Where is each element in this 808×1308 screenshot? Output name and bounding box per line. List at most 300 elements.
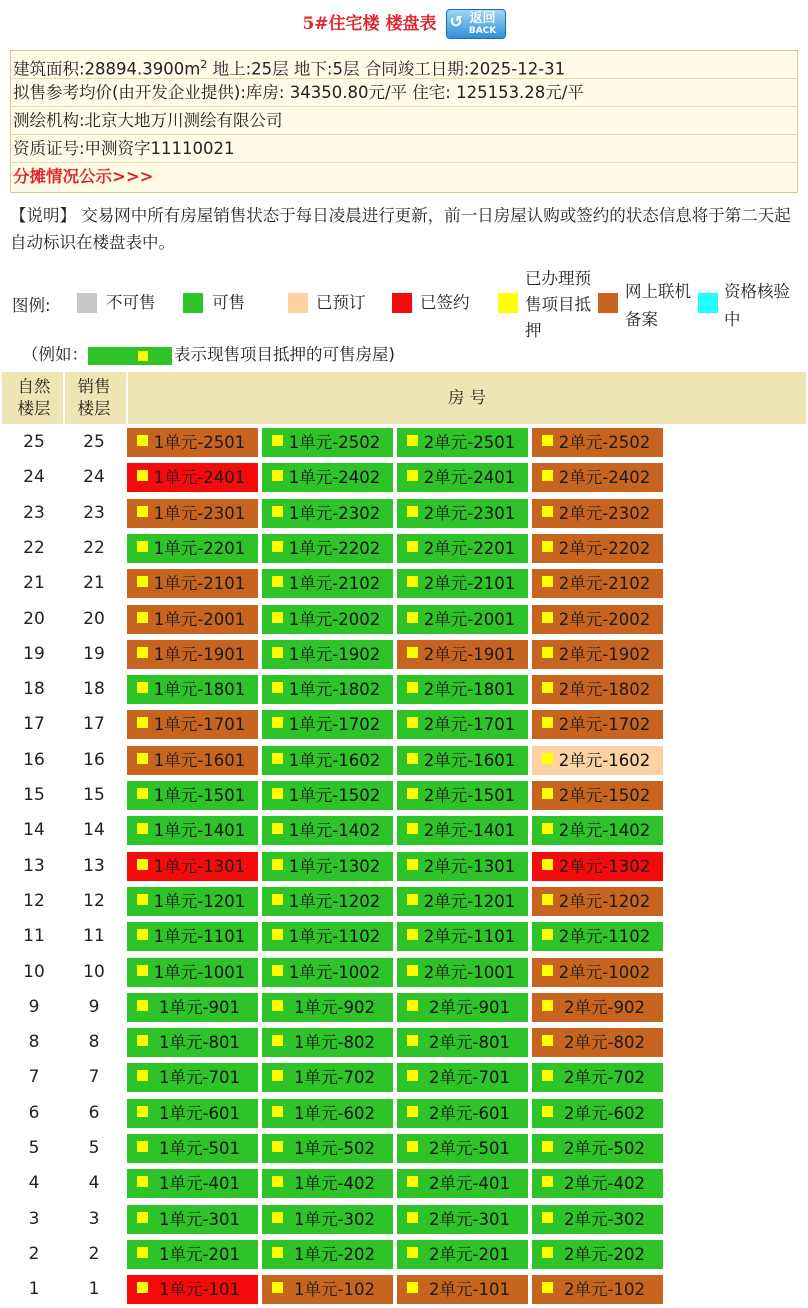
unit-number: 1单元-1401	[153, 821, 246, 841]
unit-cell[interactable]	[532, 1205, 663, 1234]
sale-floor-cell: 20	[83, 608, 105, 629]
mortgage-marker-icon	[542, 435, 553, 446]
mortgage-marker-icon	[137, 859, 148, 870]
mortgage-marker-icon	[272, 859, 283, 870]
unit-cell[interactable]	[397, 1240, 528, 1269]
unit-number: 1单元-2401	[153, 468, 246, 488]
mortgage-marker-icon	[272, 1106, 283, 1117]
mortgage-marker-icon	[137, 470, 148, 481]
sale-floor-cell: 17	[83, 714, 105, 735]
table-row	[2, 1026, 806, 1058]
unit-cell[interactable]	[262, 1134, 393, 1163]
unit-number: 2单元-401	[429, 1174, 510, 1194]
mortgage-marker-icon	[542, 1212, 553, 1223]
unit-cell[interactable]	[397, 958, 528, 987]
legend-text-reserved: 已预订	[316, 293, 366, 312]
unit-cell[interactable]	[532, 852, 663, 881]
unit-cell[interactable]	[262, 1099, 393, 1128]
unit-cell[interactable]	[397, 993, 528, 1022]
unit-cell[interactable]	[397, 1134, 528, 1163]
mortgage-marker-icon	[542, 1035, 553, 1046]
unit-cell[interactable]	[127, 922, 258, 951]
mortgage-marker-icon	[137, 1176, 148, 1187]
unit-cell[interactable]	[532, 958, 663, 987]
legend-text-verifying-l1: 资格核验	[724, 282, 790, 301]
sale-floor-cell: 10	[83, 961, 105, 982]
sale-floor-cell: 2	[88, 1243, 100, 1264]
unit-number: 1单元-1202	[288, 891, 381, 911]
unit-cell[interactable]	[262, 1169, 393, 1198]
mortgage-marker-icon	[272, 541, 283, 552]
unit-cell[interactable]	[532, 993, 663, 1022]
unit-cell[interactable]	[532, 569, 663, 598]
unit-cell[interactable]	[532, 1028, 663, 1057]
col-natural-floor	[5, 376, 63, 420]
mortgage-marker-icon	[137, 435, 148, 446]
unit-number: 1单元-1601	[153, 750, 246, 770]
unit-cell[interactable]	[397, 746, 528, 775]
unit-number: 1单元-502	[294, 1139, 375, 1158]
unit-cell[interactable]	[532, 675, 663, 704]
example-mortgage-marker	[138, 351, 148, 361]
legend-text-online-filed-l1: 网上联机	[625, 282, 691, 301]
unit-cell[interactable]	[262, 605, 393, 634]
sale-floor-cell: 25	[83, 432, 105, 452]
unit-number: 1单元-102	[294, 1280, 375, 1300]
table-row	[2, 1097, 806, 1129]
unit-cell[interactable]	[127, 675, 258, 704]
mortgage-marker-icon	[407, 576, 418, 587]
sale-floor-cell: 15	[83, 785, 105, 805]
info-cert-row: 资质证号:甲测资字11110021	[11, 135, 797, 163]
mortgage-marker-icon	[272, 1141, 283, 1152]
unit-number: 2单元-1901	[423, 644, 516, 664]
unit-cell[interactable]	[397, 922, 528, 951]
mortgage-marker-icon	[137, 823, 148, 834]
unit-number: 2单元-2301	[423, 503, 516, 523]
unit-cell[interactable]	[262, 958, 393, 987]
mortgage-marker-icon	[407, 470, 418, 481]
mortgage-marker-icon	[407, 929, 418, 940]
unit-number: 1单元-1402	[288, 821, 381, 841]
unit-cell[interactable]	[262, 1028, 393, 1057]
unit-number: 2单元-801	[429, 1033, 510, 1053]
unit-cell[interactable]	[397, 1169, 528, 1198]
unit-number: 1单元-1301	[153, 856, 246, 876]
mortgage-marker-icon	[542, 470, 553, 481]
mortgage-marker-icon	[407, 894, 418, 905]
info-survey-org-row: 测绘机构:北京大地万川测绘有限公司	[11, 107, 797, 135]
unit-cell[interactable]	[127, 781, 258, 810]
unit-cell[interactable]	[532, 1169, 663, 1198]
unit-cell[interactable]	[127, 852, 258, 881]
mortgage-marker-icon	[542, 612, 553, 623]
unit-number: 2单元-202	[564, 1244, 645, 1264]
unit-cell[interactable]	[532, 1240, 663, 1269]
unit-number: 2单元-1202	[558, 891, 651, 911]
unit-number: 2单元-2502	[558, 433, 651, 452]
table-row	[2, 603, 806, 635]
mortgage-marker-icon	[272, 1035, 283, 1046]
table-row	[2, 1061, 806, 1093]
unit-number: 1单元-2102	[288, 574, 381, 594]
unit-number: 1单元-2502	[288, 433, 381, 452]
unit-cell[interactable]	[532, 534, 663, 563]
unit-table	[2, 372, 806, 1300]
natural-floor-cell: 20	[23, 608, 45, 629]
info-price-row: 拟售参考均价(由开发企业提供):库房: 34350.80元/平 住宅: 125153.28元/平	[11, 79, 797, 107]
unit-cell[interactable]	[532, 499, 663, 528]
unit-cell[interactable]	[397, 428, 528, 457]
unit-cell[interactable]	[262, 640, 393, 669]
unit-number: 2单元-1601	[423, 750, 516, 770]
unit-number: 1单元-2101	[153, 574, 246, 594]
unit-number: 1单元-1101	[153, 927, 246, 947]
natural-floor-cell: 22	[23, 537, 45, 558]
unit-cell[interactable]	[532, 922, 663, 951]
unit-cell[interactable]	[262, 1275, 393, 1304]
unit-number: 2单元-502	[564, 1139, 645, 1158]
unit-cell[interactable]	[127, 1169, 258, 1198]
mortgage-marker-icon	[137, 1000, 148, 1011]
unit-cell[interactable]	[532, 1275, 663, 1304]
mortgage-marker-icon	[542, 929, 553, 940]
unit-number: 2单元-602	[564, 1103, 645, 1123]
unit-cell[interactable]	[397, 534, 528, 563]
legend-text-online-filed-l2: 备案	[625, 310, 658, 329]
unit-cell[interactable]	[262, 993, 393, 1022]
mortgage-marker-icon	[137, 1247, 148, 1258]
mortgage-marker-icon	[542, 788, 553, 799]
unit-number: 2单元-2401	[423, 468, 516, 488]
unit-cell[interactable]	[127, 1240, 258, 1269]
mortgage-marker-icon	[272, 506, 283, 517]
unit-cell[interactable]	[127, 710, 258, 739]
mortgage-marker-icon	[407, 612, 418, 623]
unit-number: 1单元-602	[294, 1103, 375, 1123]
unit-number: 1单元-2302	[288, 503, 381, 523]
unit-number: 1单元-2002	[288, 609, 381, 629]
unit-cell[interactable]	[262, 852, 393, 881]
unit-cell[interactable]	[127, 1063, 258, 1092]
unit-number: 2单元-1001	[423, 962, 516, 982]
unit-cell[interactable]	[127, 605, 258, 634]
unit-cell[interactable]	[127, 958, 258, 987]
legend-swatch-reserved	[288, 293, 308, 313]
mortgage-marker-icon	[407, 859, 418, 870]
unit-cell[interactable]	[532, 710, 663, 739]
natural-floor-cell: 8	[28, 1032, 40, 1053]
unit-number: 2单元-201	[429, 1244, 510, 1264]
mortgage-marker-icon	[272, 1212, 283, 1223]
unit-cell[interactable]	[127, 463, 258, 492]
unit-cell[interactable]	[262, 1205, 393, 1234]
table-row	[2, 1203, 806, 1235]
table-row	[2, 991, 806, 1023]
legend-swatch-unsellable	[77, 293, 97, 313]
unit-cell[interactable]	[397, 710, 528, 739]
unit-number: 2单元-1602	[558, 750, 651, 770]
mortgage-marker-icon	[137, 717, 148, 728]
unit-number: 1单元-2501	[153, 433, 246, 452]
unit-cell[interactable]	[397, 887, 528, 916]
sale-floor-cell: 21	[83, 573, 105, 594]
unit-cell[interactable]	[262, 499, 393, 528]
unit-cell[interactable]	[127, 534, 258, 563]
unit-cell[interactable]	[127, 569, 258, 598]
mortgage-marker-icon	[137, 894, 148, 905]
mortgage-marker-icon	[542, 1000, 553, 1011]
mortgage-marker-icon	[542, 1141, 553, 1152]
sale-floor-cell: 14	[83, 820, 105, 841]
unit-number: 1单元-1501	[153, 786, 246, 805]
mortgage-marker-icon	[137, 753, 148, 764]
unit-cell[interactable]	[262, 710, 393, 739]
unit-cell[interactable]	[397, 1063, 528, 1092]
mortgage-marker-icon	[542, 859, 553, 870]
unit-number: 1单元-1502	[288, 786, 381, 805]
unit-cell[interactable]	[397, 1205, 528, 1234]
unit-number: 2单元-1002	[558, 962, 651, 982]
unit-cell[interactable]	[127, 1205, 258, 1234]
unit-cell[interactable]	[532, 463, 663, 492]
mortgage-marker-icon	[272, 1282, 283, 1293]
unit-cell[interactable]	[397, 781, 528, 810]
unit-number: 2单元-1402	[558, 821, 651, 841]
mortgage-marker-icon	[137, 929, 148, 940]
mortgage-marker-icon	[137, 788, 148, 799]
mortgage-marker-icon	[137, 1070, 148, 1081]
mortgage-marker-icon	[137, 647, 148, 658]
sale-floor-cell: 16	[83, 749, 105, 770]
unit-number: 1单元-1901	[153, 644, 246, 664]
mortgage-marker-icon	[407, 1141, 418, 1152]
unit-cell[interactable]	[262, 1063, 393, 1092]
mortgage-marker-icon	[272, 929, 283, 940]
sale-floor-cell: 12	[83, 890, 105, 911]
back-button-sub: BACK	[468, 26, 497, 36]
unit-cell[interactable]	[127, 428, 258, 457]
unit-cell[interactable]	[532, 781, 663, 810]
unit-cell[interactable]	[397, 569, 528, 598]
unit-number: 1单元-601	[159, 1103, 240, 1123]
unit-cell[interactable]	[397, 1028, 528, 1057]
sale-floor-cell: 19	[83, 643, 105, 664]
unit-cell[interactable]	[127, 993, 258, 1022]
unit-number: 2单元-1101	[423, 927, 516, 947]
legend-text-mortgaged-l3: 押	[525, 321, 542, 340]
unit-number: 2单元-1302	[558, 856, 651, 876]
unit-number: 2单元-2501	[423, 433, 516, 452]
table-row	[2, 920, 806, 952]
unit-cell[interactable]	[397, 499, 528, 528]
unit-number: 1单元-802	[294, 1033, 375, 1053]
unit-cell[interactable]	[262, 887, 393, 916]
unit-cell[interactable]	[397, 1275, 528, 1304]
unit-number: 2单元-802	[564, 1033, 645, 1053]
unit-cell[interactable]	[532, 1063, 663, 1092]
unit-cell[interactable]	[532, 640, 663, 669]
back-arrow-icon: ↺	[449, 12, 463, 31]
unit-number: 1单元-1702	[288, 715, 381, 735]
unit-cell[interactable]	[127, 746, 258, 775]
update-note: 【说明】 交易网中所有房屋销售状态于每日凌晨进行更新，前一日房屋认购或签约的状态信息将于第二天起自动标识在楼盘表中。	[10, 206, 791, 252]
mortgage-marker-icon	[137, 1141, 148, 1152]
legend-swatch-online-filed	[598, 293, 618, 313]
natural-floor-cell: 13	[23, 855, 45, 876]
unit-number: 2单元-102	[564, 1280, 645, 1300]
unit-cell[interactable]	[397, 640, 528, 669]
unit-cell[interactable]	[532, 816, 663, 845]
table-row	[2, 567, 806, 599]
unit-number: 1单元-1602	[288, 750, 381, 770]
legend-label: 图例:	[12, 296, 51, 315]
unit-number: 2单元-2001	[423, 609, 516, 629]
legend-text-sellable: 可售	[212, 293, 245, 312]
sale-floor-cell: 7	[88, 1067, 100, 1088]
unit-cell[interactable]	[397, 1099, 528, 1128]
mortgage-marker-icon	[542, 541, 553, 552]
sale-floor-cell: 18	[83, 679, 105, 700]
unit-number: 1单元-1001	[153, 962, 246, 982]
unit-cell[interactable]	[262, 675, 393, 704]
unit-cell[interactable]	[532, 428, 663, 457]
table-row	[2, 744, 806, 776]
unit-cell[interactable]	[397, 816, 528, 845]
unit-number: 1单元-1802	[288, 680, 381, 700]
sale-floor-cell: 24	[83, 467, 105, 488]
mortgage-marker-icon	[272, 1070, 283, 1081]
unit-number: 2单元-501	[429, 1139, 510, 1158]
legend-text-mortgaged-l2: 售项目抵	[525, 295, 591, 314]
unit-number: 1单元-302	[294, 1209, 375, 1229]
table-row	[2, 1273, 806, 1305]
unit-cell[interactable]	[532, 1099, 663, 1128]
legend	[10, 262, 805, 340]
unit-number: 1单元-201	[159, 1244, 240, 1264]
natural-floor-cell: 14	[23, 820, 45, 841]
mortgage-marker-icon	[407, 541, 418, 552]
mortgage-marker-icon	[542, 1247, 553, 1258]
unit-number: 2单元-402	[564, 1174, 645, 1194]
sale-floor-cell: 8	[88, 1032, 100, 1053]
unit-cell[interactable]	[532, 605, 663, 634]
unit-cell[interactable]	[127, 1134, 258, 1163]
unit-cell[interactable]	[127, 1028, 258, 1057]
mortgage-marker-icon	[407, 1212, 418, 1223]
unit-number: 2单元-101	[429, 1280, 510, 1300]
unit-cell[interactable]	[127, 887, 258, 916]
unit-cell[interactable]	[262, 781, 393, 810]
mortgage-marker-icon	[542, 965, 553, 976]
unit-cell[interactable]	[262, 463, 393, 492]
table-row	[2, 638, 806, 670]
table-row	[2, 673, 806, 705]
natural-floor-cell: 6	[28, 1102, 40, 1123]
unit-cell[interactable]	[532, 746, 663, 775]
unit-cell[interactable]	[262, 922, 393, 951]
unit-number: 1单元-1201	[153, 891, 246, 911]
unit-cell[interactable]	[397, 852, 528, 881]
natural-floor-cell: 19	[23, 643, 45, 664]
unit-cell[interactable]	[127, 1099, 258, 1128]
legend-swatch-sellable	[183, 293, 203, 313]
natural-floor-cell: 4	[28, 1173, 40, 1194]
mortgage-marker-icon	[272, 647, 283, 658]
unit-number: 1单元-402	[294, 1174, 375, 1194]
unit-number: 1单元-1002	[288, 962, 381, 982]
unit-cell[interactable]	[397, 463, 528, 492]
back-button[interactable]	[446, 9, 506, 39]
unit-cell[interactable]	[397, 605, 528, 634]
mortgage-marker-icon	[407, 1247, 418, 1258]
unit-number: 2单元-701	[429, 1068, 510, 1088]
mortgage-marker-icon	[407, 1176, 418, 1187]
unit-number: 1单元-301	[159, 1209, 240, 1229]
unit-cell[interactable]	[532, 1134, 663, 1163]
unit-number: 1单元-1302	[288, 856, 381, 876]
natural-floor-cell: 17	[23, 714, 45, 735]
legend-text-unsellable: 不可售	[106, 293, 156, 312]
table-row	[2, 779, 806, 811]
table-row	[2, 885, 806, 917]
unit-cell[interactable]	[127, 816, 258, 845]
info-area-row	[11, 51, 797, 79]
legend-text-verifying-l2: 中	[724, 310, 741, 329]
natural-floor-cell: 11	[23, 926, 45, 947]
legend-text-mortgaged-l1: 已办理预	[525, 269, 591, 288]
natural-floor-cell: 23	[23, 502, 45, 523]
example-suffix: 表示现售项目抵押的可售房屋)	[174, 345, 395, 364]
unit-cell[interactable]	[127, 1275, 258, 1304]
unit-number: 2单元-1201	[423, 891, 516, 911]
unit-cell[interactable]	[262, 1240, 393, 1269]
unit-cell[interactable]	[532, 887, 663, 916]
sale-floor-cell: 13	[83, 855, 105, 876]
unit-number: 2单元-2302	[558, 503, 651, 523]
mortgage-marker-icon	[542, 647, 553, 658]
sale-floor-cell: 5	[88, 1138, 100, 1158]
unit-cell[interactable]	[127, 640, 258, 669]
unit-cell[interactable]	[262, 816, 393, 845]
col-sale-floor-l2: 楼层	[77, 399, 111, 418]
table-row	[2, 850, 806, 882]
unit-number: 2单元-1702	[558, 715, 651, 735]
unit-number: 2单元-1502	[558, 786, 651, 805]
col-sale-floor	[65, 376, 123, 420]
unit-number: 1单元-401	[159, 1174, 240, 1194]
col-natural-floor-l1: 自然	[17, 377, 51, 396]
unit-number: 1单元-2301	[153, 503, 246, 523]
unit-number: 2单元-1801	[423, 680, 516, 700]
unit-table-header	[2, 372, 806, 424]
unit-cell[interactable]	[262, 428, 393, 457]
mortgage-marker-icon	[137, 1106, 148, 1117]
apportion-link[interactable]: 分摊情况公示>>>	[13, 167, 154, 186]
unit-cell[interactable]	[262, 569, 393, 598]
unit-cell[interactable]	[262, 534, 393, 563]
unit-cell[interactable]	[127, 499, 258, 528]
natural-floor-cell: 16	[23, 749, 45, 770]
mortgage-marker-icon	[542, 717, 553, 728]
mortgage-marker-icon	[407, 788, 418, 799]
legend-text-online-filed	[625, 278, 691, 334]
unit-cell[interactable]	[397, 675, 528, 704]
unit-number: 1单元-2202	[288, 538, 381, 558]
unit-cell[interactable]	[262, 746, 393, 775]
mortgage-marker-icon	[407, 823, 418, 834]
table-row	[2, 814, 806, 846]
